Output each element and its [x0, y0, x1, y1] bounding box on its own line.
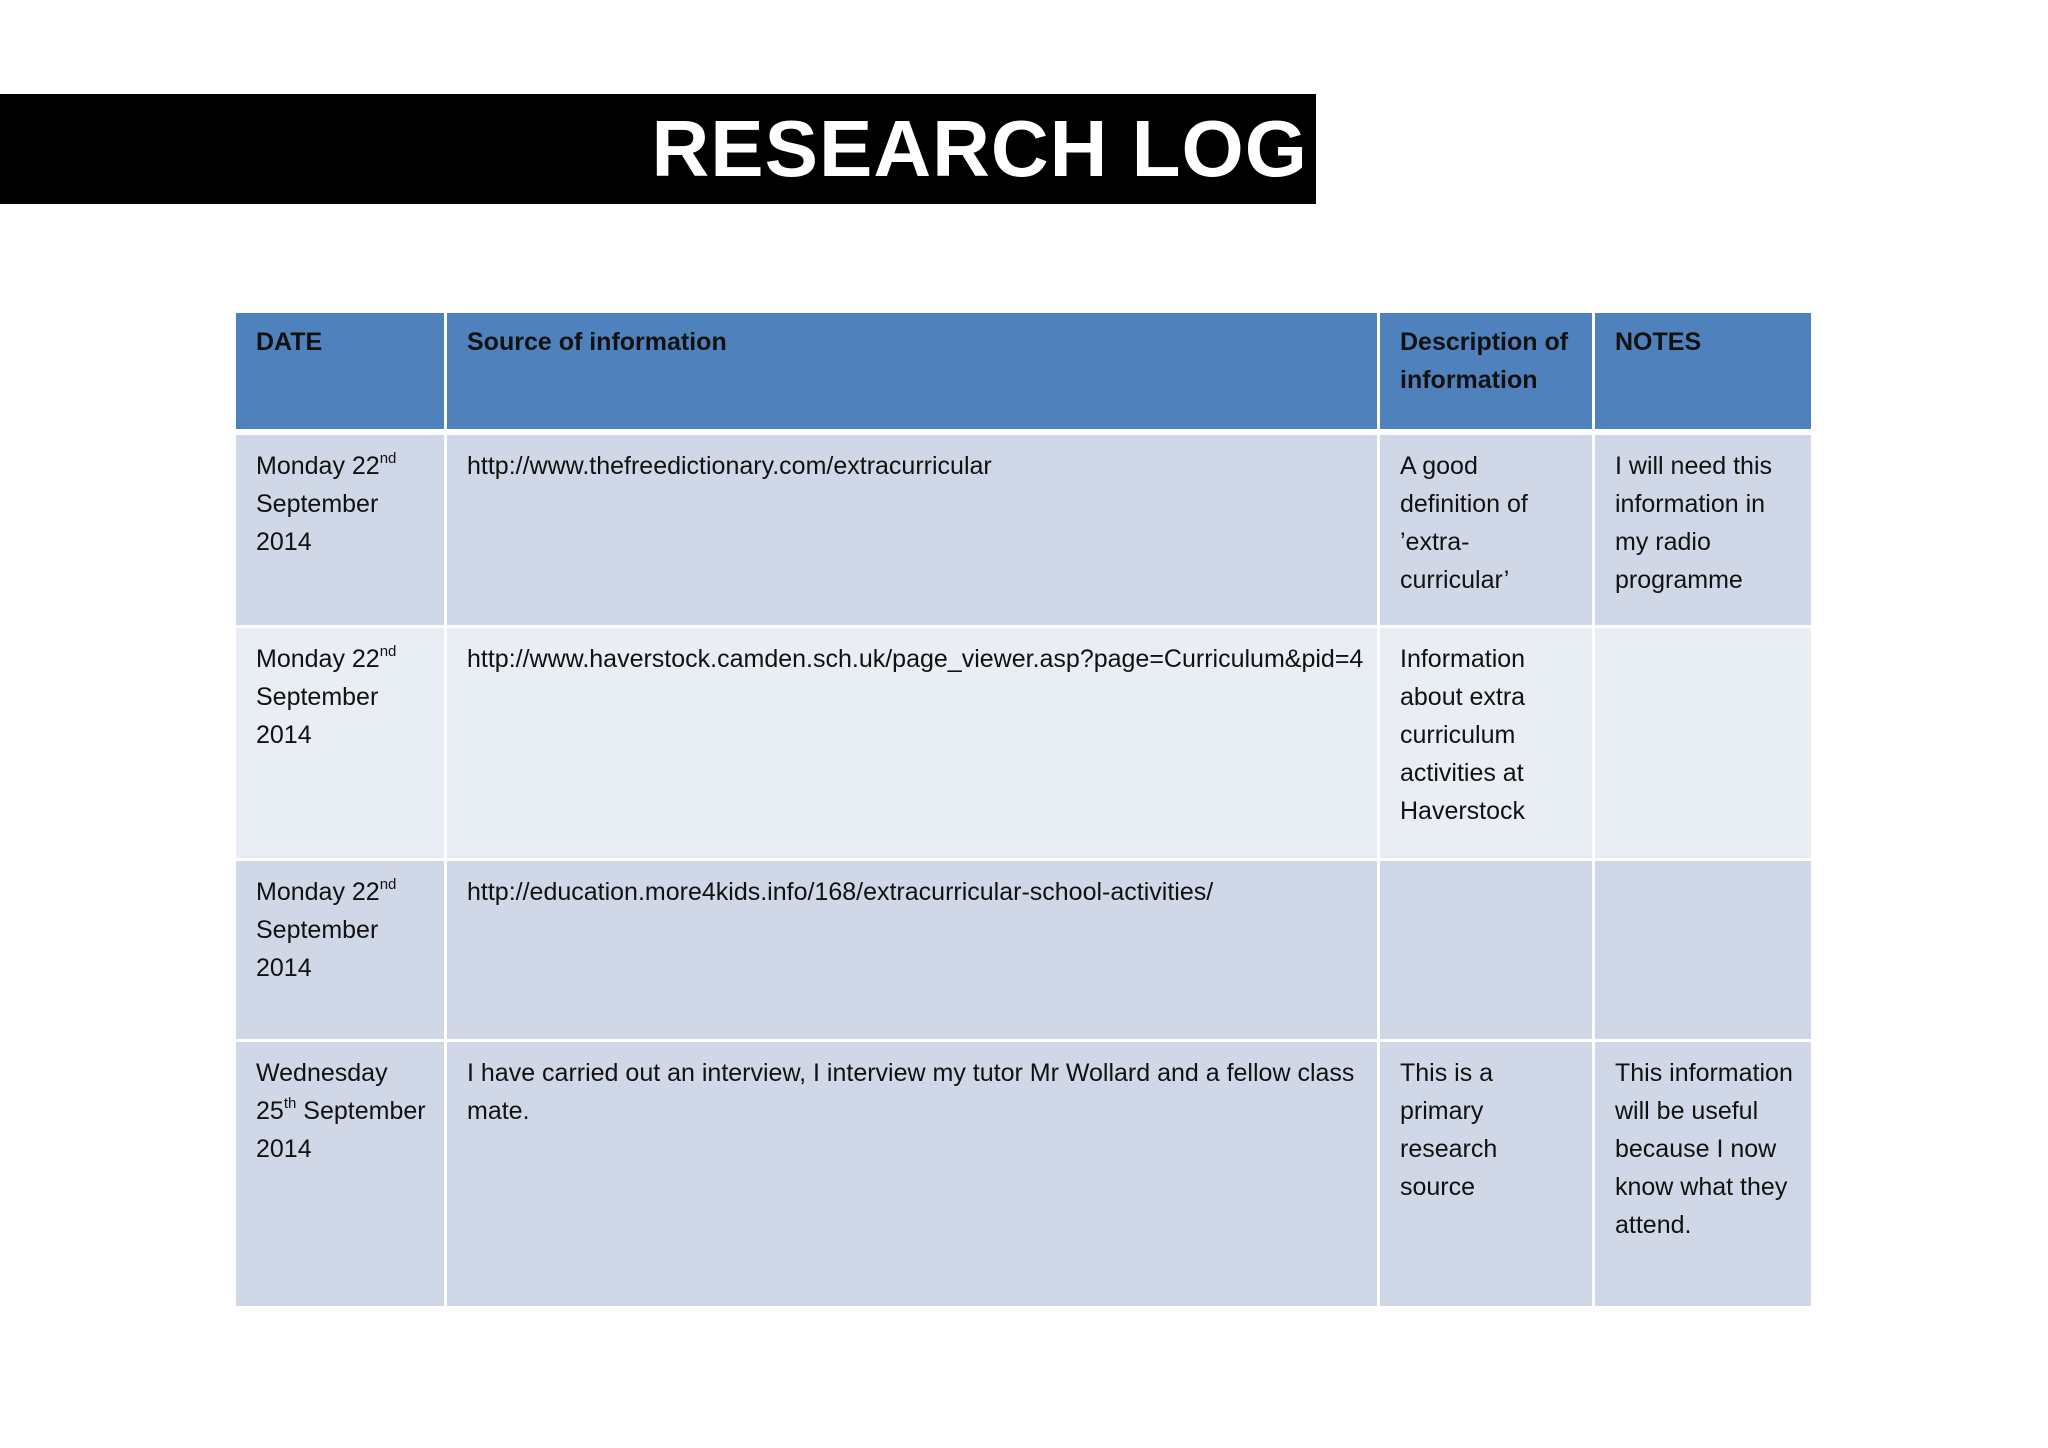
date-day: Monday 22: [256, 878, 380, 906]
date-day: Wednesday 25: [256, 1059, 388, 1125]
cell-date: [236, 435, 447, 628]
source-link[interactable]: http://www.thefreedictionary.com/extracurricular: [467, 452, 992, 480]
cell-notes: [1595, 861, 1811, 1042]
cell-description: [1380, 861, 1595, 1042]
table-row: [236, 1042, 1811, 1309]
cell-notes: This information will be useful because I now know what they attend.: [1595, 1042, 1811, 1309]
cell-source: [447, 435, 1380, 628]
date-suffix: nd: [379, 642, 397, 660]
date-suffix: nd: [379, 875, 397, 893]
table-row: [236, 861, 1811, 1042]
header-notes: NOTES: [1595, 313, 1811, 435]
cell-source: [447, 861, 1380, 1042]
table-row: [236, 628, 1811, 861]
page-title: RESEARCH LOG: [651, 104, 1308, 193]
source-link[interactable]: http://education.more4kids.info/168/extracurricular-school-activities/: [467, 878, 1214, 906]
date-suffix: nd: [379, 449, 397, 467]
header-description: Description of information: [1380, 313, 1595, 435]
cell-date: [236, 628, 447, 861]
header-date: DATE: [236, 313, 447, 435]
date-day: Monday 22: [256, 645, 380, 673]
source-link[interactable]: http://www.haverstock.camden.sch.uk/page_viewer.asp?page=Curriculum&pid=4: [467, 645, 1364, 673]
date-suffix: th: [283, 1094, 297, 1112]
date-rest: September 2014: [256, 490, 379, 556]
date-rest: September 2014: [256, 916, 379, 982]
date-rest: September 2014: [256, 683, 379, 749]
cell-date: [236, 861, 447, 1042]
cell-date: [236, 1042, 447, 1309]
cell-description: A good definition of ’extra-curricular’: [1380, 435, 1595, 628]
cell-source: I have carried out an interview, I interview my tutor Mr Wollard and a fellow class mate.: [447, 1042, 1380, 1309]
cell-notes: [1595, 628, 1811, 861]
date-rest: September 2014: [256, 1097, 426, 1163]
table-row: [236, 435, 1811, 628]
header-source: Source of information: [447, 313, 1380, 435]
research-log-table: [236, 313, 1811, 1309]
cell-source: [447, 628, 1380, 861]
cell-description: This is a primary research source: [1380, 1042, 1595, 1309]
cell-description: Information about extra curriculum activities at Haverstock: [1380, 628, 1595, 861]
date-day: Monday 22: [256, 452, 380, 480]
title-bar: [0, 94, 1316, 204]
cell-notes: I will need this information in my radio programme: [1595, 435, 1811, 628]
table-header-row: [236, 313, 1811, 435]
